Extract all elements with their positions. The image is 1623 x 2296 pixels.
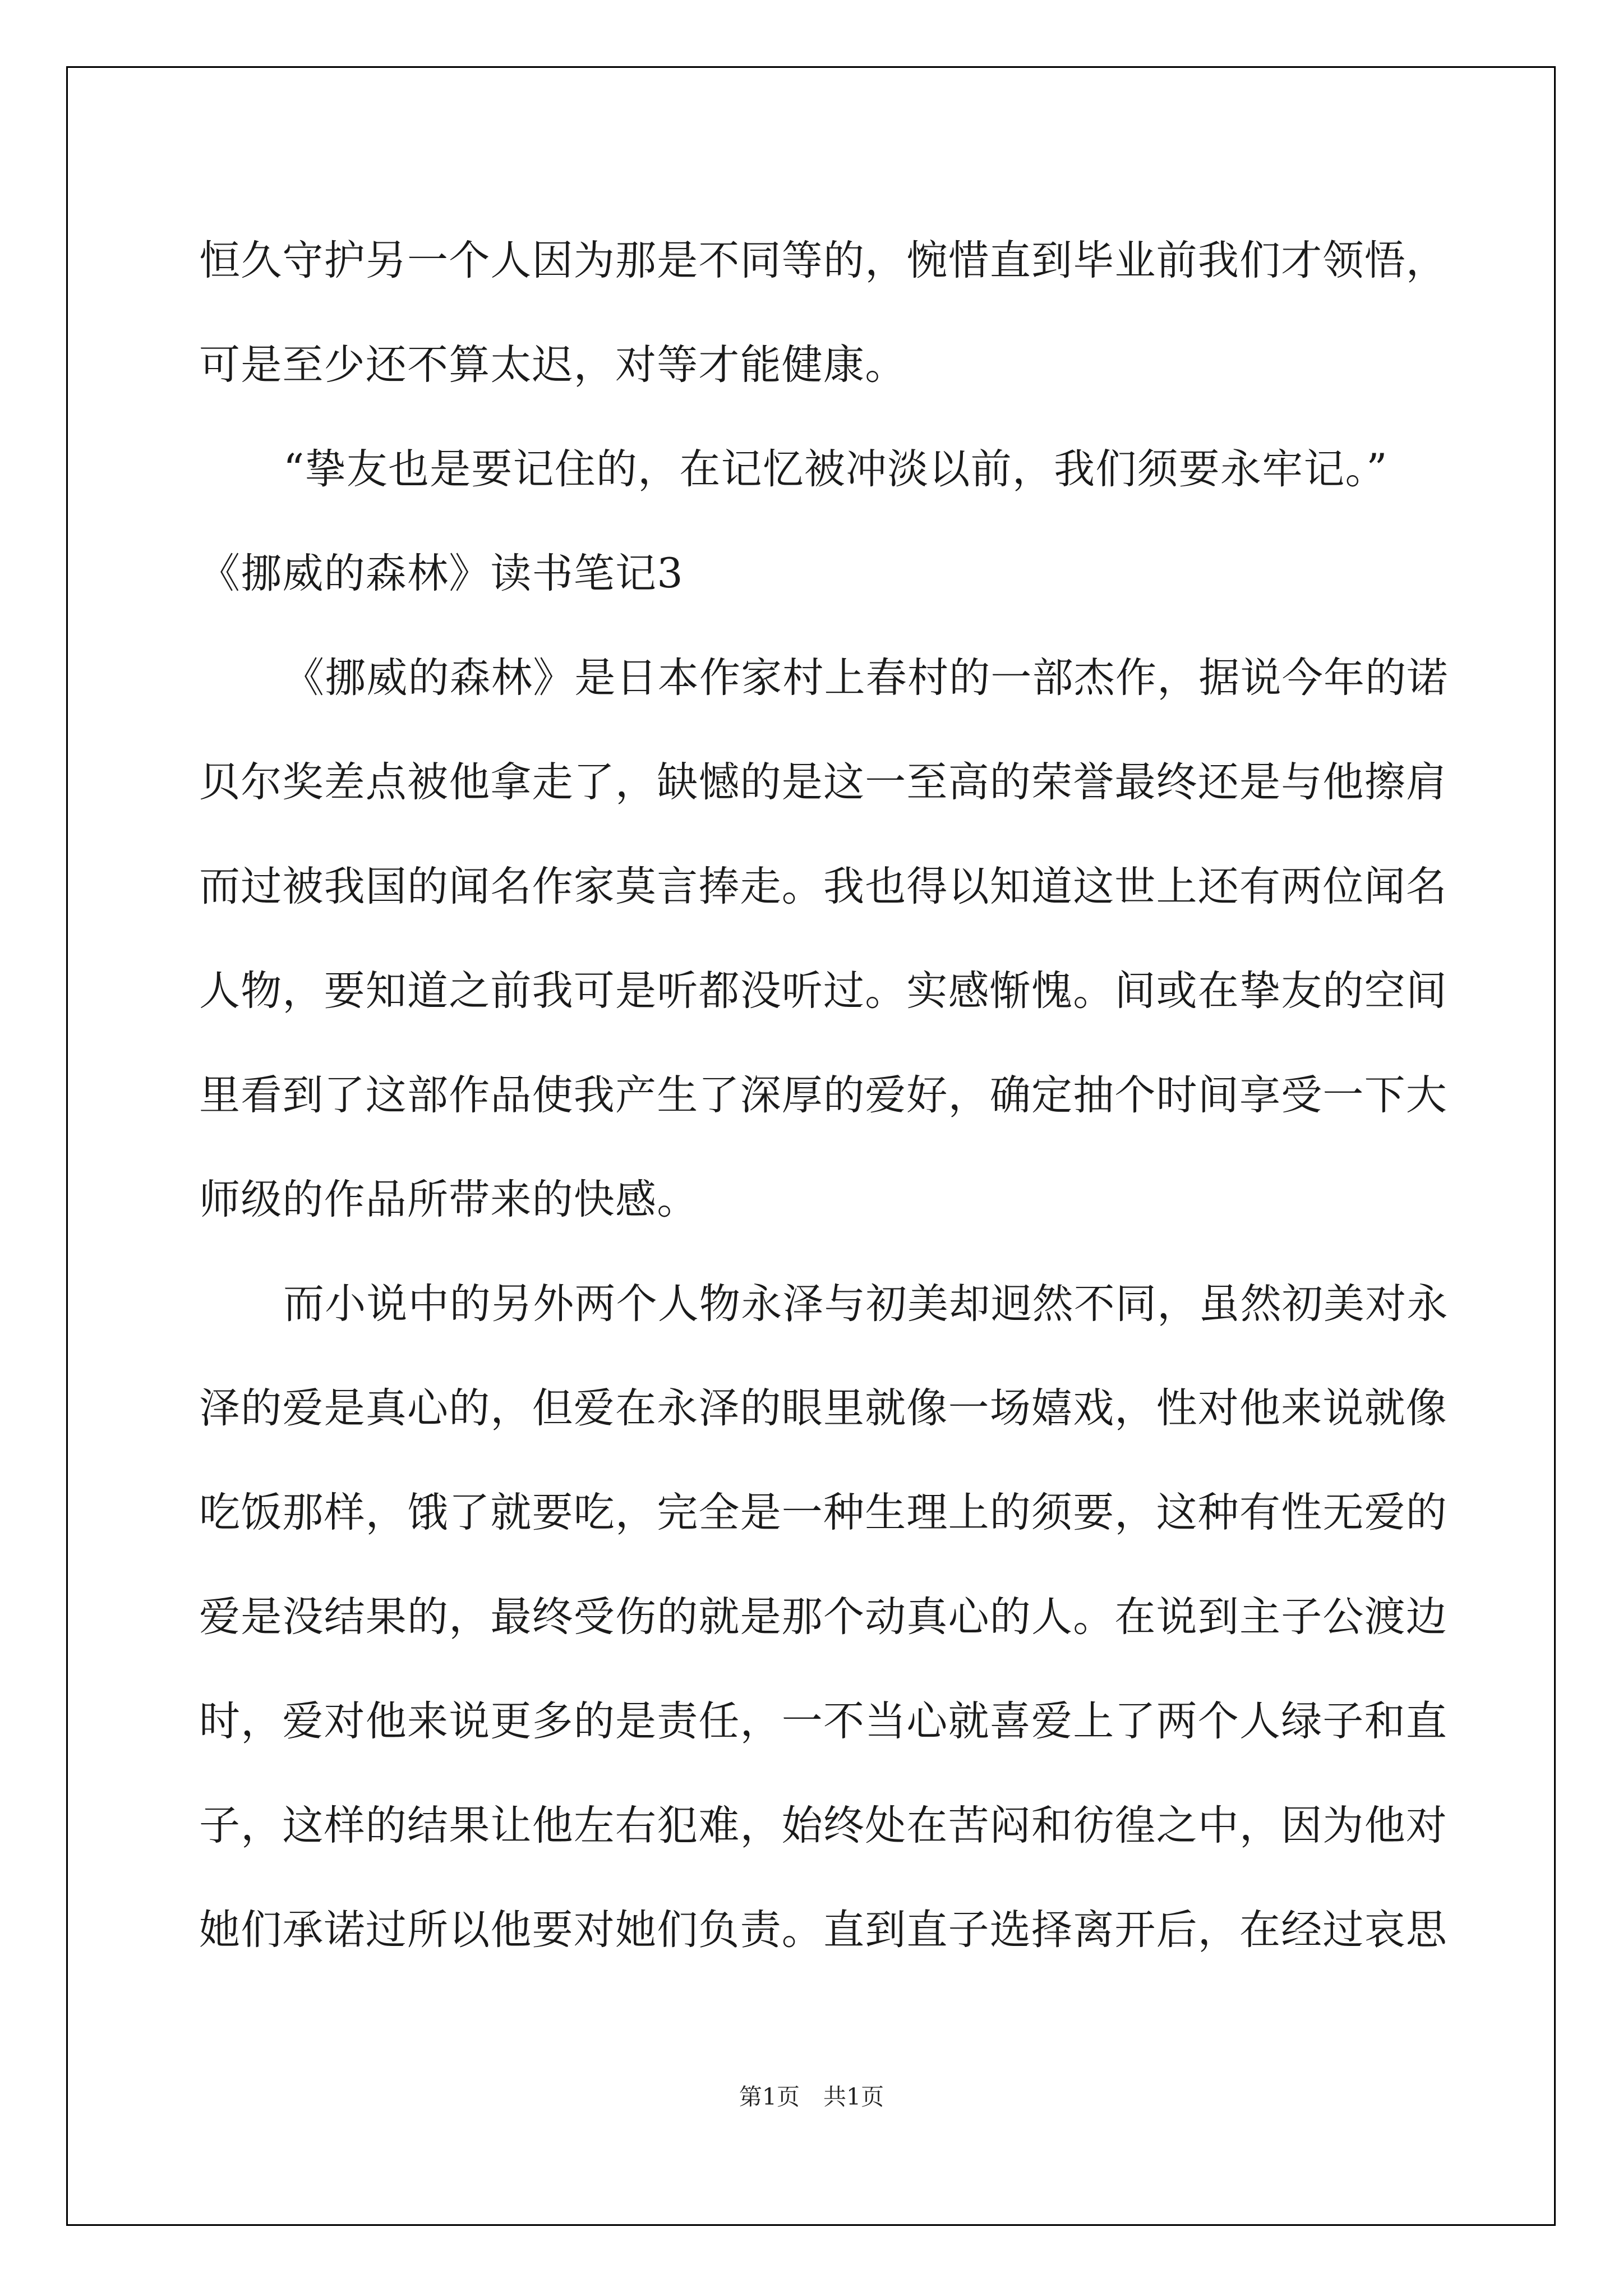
text-line: 子，这样的结果让他左右犯难，始终处在苦闷和彷徨之中，因为他对: [199, 1802, 1447, 1849]
text-line: 恒久守护另一个人因为那是不同等的，惋惜直到毕业前我们才领悟，: [199, 237, 1447, 284]
text-line: 而过被我国的闻名作家莫言捧走。我也得以知道这世上还有两位闻名: [199, 863, 1447, 910]
document-body: [199, 209, 1449, 1982]
text-line: 她们承诺过所以他要对她们负责。直到直子选择离开后，在经过哀思: [199, 1906, 1447, 1954]
text-line: 而小说中的另外两个人物永泽与初美却迥然不同，虽然初美对永: [283, 1280, 1449, 1328]
section-heading: 《挪威的森林》读书笔记3: [199, 550, 684, 597]
text-line: 贝尔奖差点被他拿走了，缺憾的是这一至高的荣誉最终还是与他擦肩: [199, 758, 1447, 806]
quote-line: “挚友也是要记住的，在记忆被冲淡以前，我们须要永牢记。”: [283, 445, 1388, 493]
page-total: 共1页: [823, 2083, 884, 2110]
text-line: 时，爱对他来说更多的是责任，一不当心就喜爱上了两个人绿子和直: [199, 1697, 1447, 1745]
text-line: 里看到了这部作品使我产生了深厚的爱好，确定抽个时间享受一下大: [199, 1071, 1447, 1119]
page-footer: [0, 2078, 1623, 2111]
text-line: 师级的作品所带来的快感。: [199, 1176, 699, 1223]
text-line: 爱是没结果的，最终受伤的就是那个动真心的人。在说到主子公渡边: [199, 1593, 1447, 1641]
text-line: 人物，要知道之前我可是听都没听过。实感惭愧。间或在挚友的空间: [199, 967, 1447, 1015]
text-line: 《挪威的森林》是日本作家村上春村的一部杰作，据说今年的诺: [283, 654, 1449, 702]
text-line: 吃饭那样，饿了就要吃，完全是一种生理上的须要，这种有性无爱的: [199, 1489, 1447, 1536]
text-line: 泽的爱是真心的，但爱在永泽的眼里就像一场嬉戏，性对他来说就像: [199, 1384, 1447, 1432]
page-number: 第1页: [739, 2083, 800, 2110]
text-line: 可是至少还不算太迟，对等才能健康。: [199, 341, 907, 389]
